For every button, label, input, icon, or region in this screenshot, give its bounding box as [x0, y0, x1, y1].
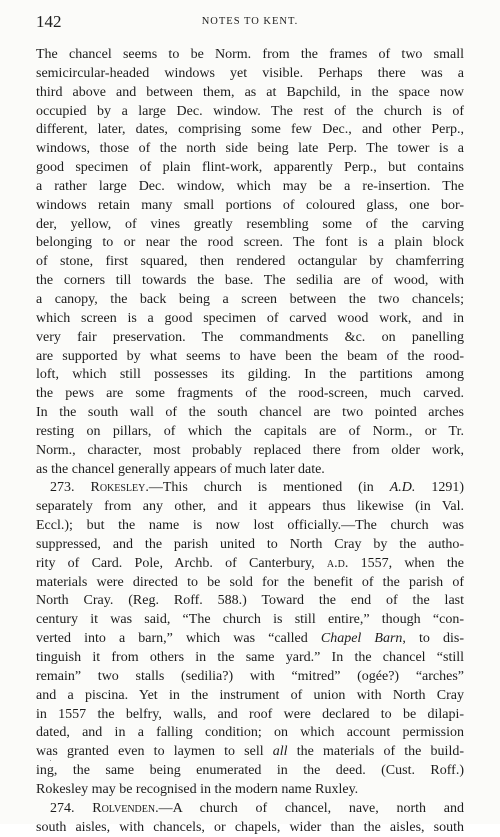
text-line: of stone, first squared, then rendered octangular by chamferring — [36, 254, 464, 270]
text-line: very fair preservation. The commandments &c. on panelling — [36, 329, 464, 345]
text-line: Norm., character, most probably replaced there from older work, — [36, 442, 464, 458]
text-line: belonging to or near the rood screen. The font is a plain block — [36, 235, 464, 251]
text-line: In the south wall of the south chancel are two pointed arches — [36, 405, 464, 421]
running-head — [36, 10, 464, 34]
text-line: semicircular-headed windows yet visible. Perhaps there was a — [36, 65, 464, 81]
text-line: Rokesley may be recognised in the modern name Ruxley. — [36, 781, 359, 797]
text-line: century it was said, “The church is still entire,” though “con- — [36, 612, 464, 628]
paragraph-274-rolvenden — [36, 800, 464, 837]
page-speck — [50, 760, 51, 761]
paragraph-273-rokesley — [36, 479, 464, 799]
text-line: verted into a barn,” which was “called Chapel Barn, to dis- — [36, 631, 465, 647]
running-title: NOTES TO KENT. — [201, 16, 299, 27]
text-line: ing, the same being enumerated in the deed. (Cust. Roff.) — [36, 763, 464, 779]
text-line: occupied by a large Dec. window. The rest of the church is of — [36, 103, 464, 119]
text-line: The chancel seems to be Norm. from the frames of two small — [36, 47, 464, 62]
entry-heading: Rokesley. — [90, 480, 149, 496]
text-line: different, later, dates, comprising some few Dec., and other Perp., — [36, 122, 464, 138]
text-line: tinguish it from others in the same yard.” In the chancel “still — [36, 650, 464, 665]
body-text — [36, 46, 464, 837]
text-line: suppressed, and the parish united to North Cray by the autho- — [36, 536, 464, 552]
entry-text: —This church is mentioned (in A.D. 1291) — [148, 480, 465, 496]
text-line: was granted even to laymen to sell all the materials of the build- — [36, 744, 464, 760]
text-line: the pews are some fragments of the rood-screen, much carved. — [36, 386, 464, 402]
page-number: 142 — [36, 12, 62, 31]
text-line: Eccl.); but the name is now lost officially.—The church was — [36, 518, 464, 534]
text-line: which screen is a good specimen of carved wood work, and in — [36, 310, 464, 326]
text-line: dated, and in a falling condition; on which account permission — [36, 725, 464, 741]
text-line: windows retain many small portions of coloured glass, one bor- — [36, 197, 464, 213]
entry-text: —A church of chancel, nave, north and — [158, 800, 465, 816]
text-line: south aisles, with chancels, or chapels, wider than the aisles, south — [36, 819, 464, 835]
text-line: as the chancel generally appears of much later date. — [36, 461, 325, 477]
text-line: resting on pillars, of which the capitals are of Norm., or Tr. — [36, 423, 464, 439]
text-line: remain” two stalls (sedilia?) with “mitred” (ogée?) “arches” — [36, 668, 464, 684]
text-line: a canopy, the back being a screen between the two chancels; — [36, 291, 464, 307]
text-line: separately from any other, and it appears thus likewise (in Val. — [36, 499, 464, 515]
text-line: der, yellow, of vines greatly resembling some of the carving — [36, 216, 464, 232]
text-line: a rather large Dec. window, which may be a re-insertion. The — [36, 178, 464, 194]
paragraph-chancel-description — [36, 46, 464, 479]
text-line: rity of Card. Pole, Archb. of Canterbury, a.d. 1557, when the — [36, 555, 464, 571]
entry-number: 273. — [50, 480, 75, 496]
text-line — [36, 800, 464, 819]
text-line: third above and between them, as at Bapchild, in the space now — [36, 84, 464, 100]
text-line: windows, those of the north side being late Perp. The tower is a — [36, 141, 464, 157]
text-line: the corners till towards the base. The sedilia are of wood, with — [36, 273, 464, 289]
text-line: are supported by what seems to have been the beam of the rood- — [36, 348, 464, 364]
text-line: and a piscina. Yet in the instrument of union with North Cray — [36, 687, 464, 703]
entry-heading: Rolvenden. — [92, 800, 159, 816]
text-line: in 1557 the belfry, walls, and roof were declared to be dilapi- — [36, 706, 464, 722]
text-line: good specimen of plain flint-work, apparently Perp., but contains — [36, 160, 464, 176]
entry-number: 274. — [50, 800, 75, 816]
text-line: North Cray. (Reg. Roff. 588.) Toward the end of the last — [36, 593, 464, 609]
text-line — [36, 479, 464, 498]
text-line: loft, which still possesses its gilding. In the partitions among — [36, 367, 464, 383]
text-line: materials were directed to be sold for the benefit of the parish of — [36, 574, 464, 590]
